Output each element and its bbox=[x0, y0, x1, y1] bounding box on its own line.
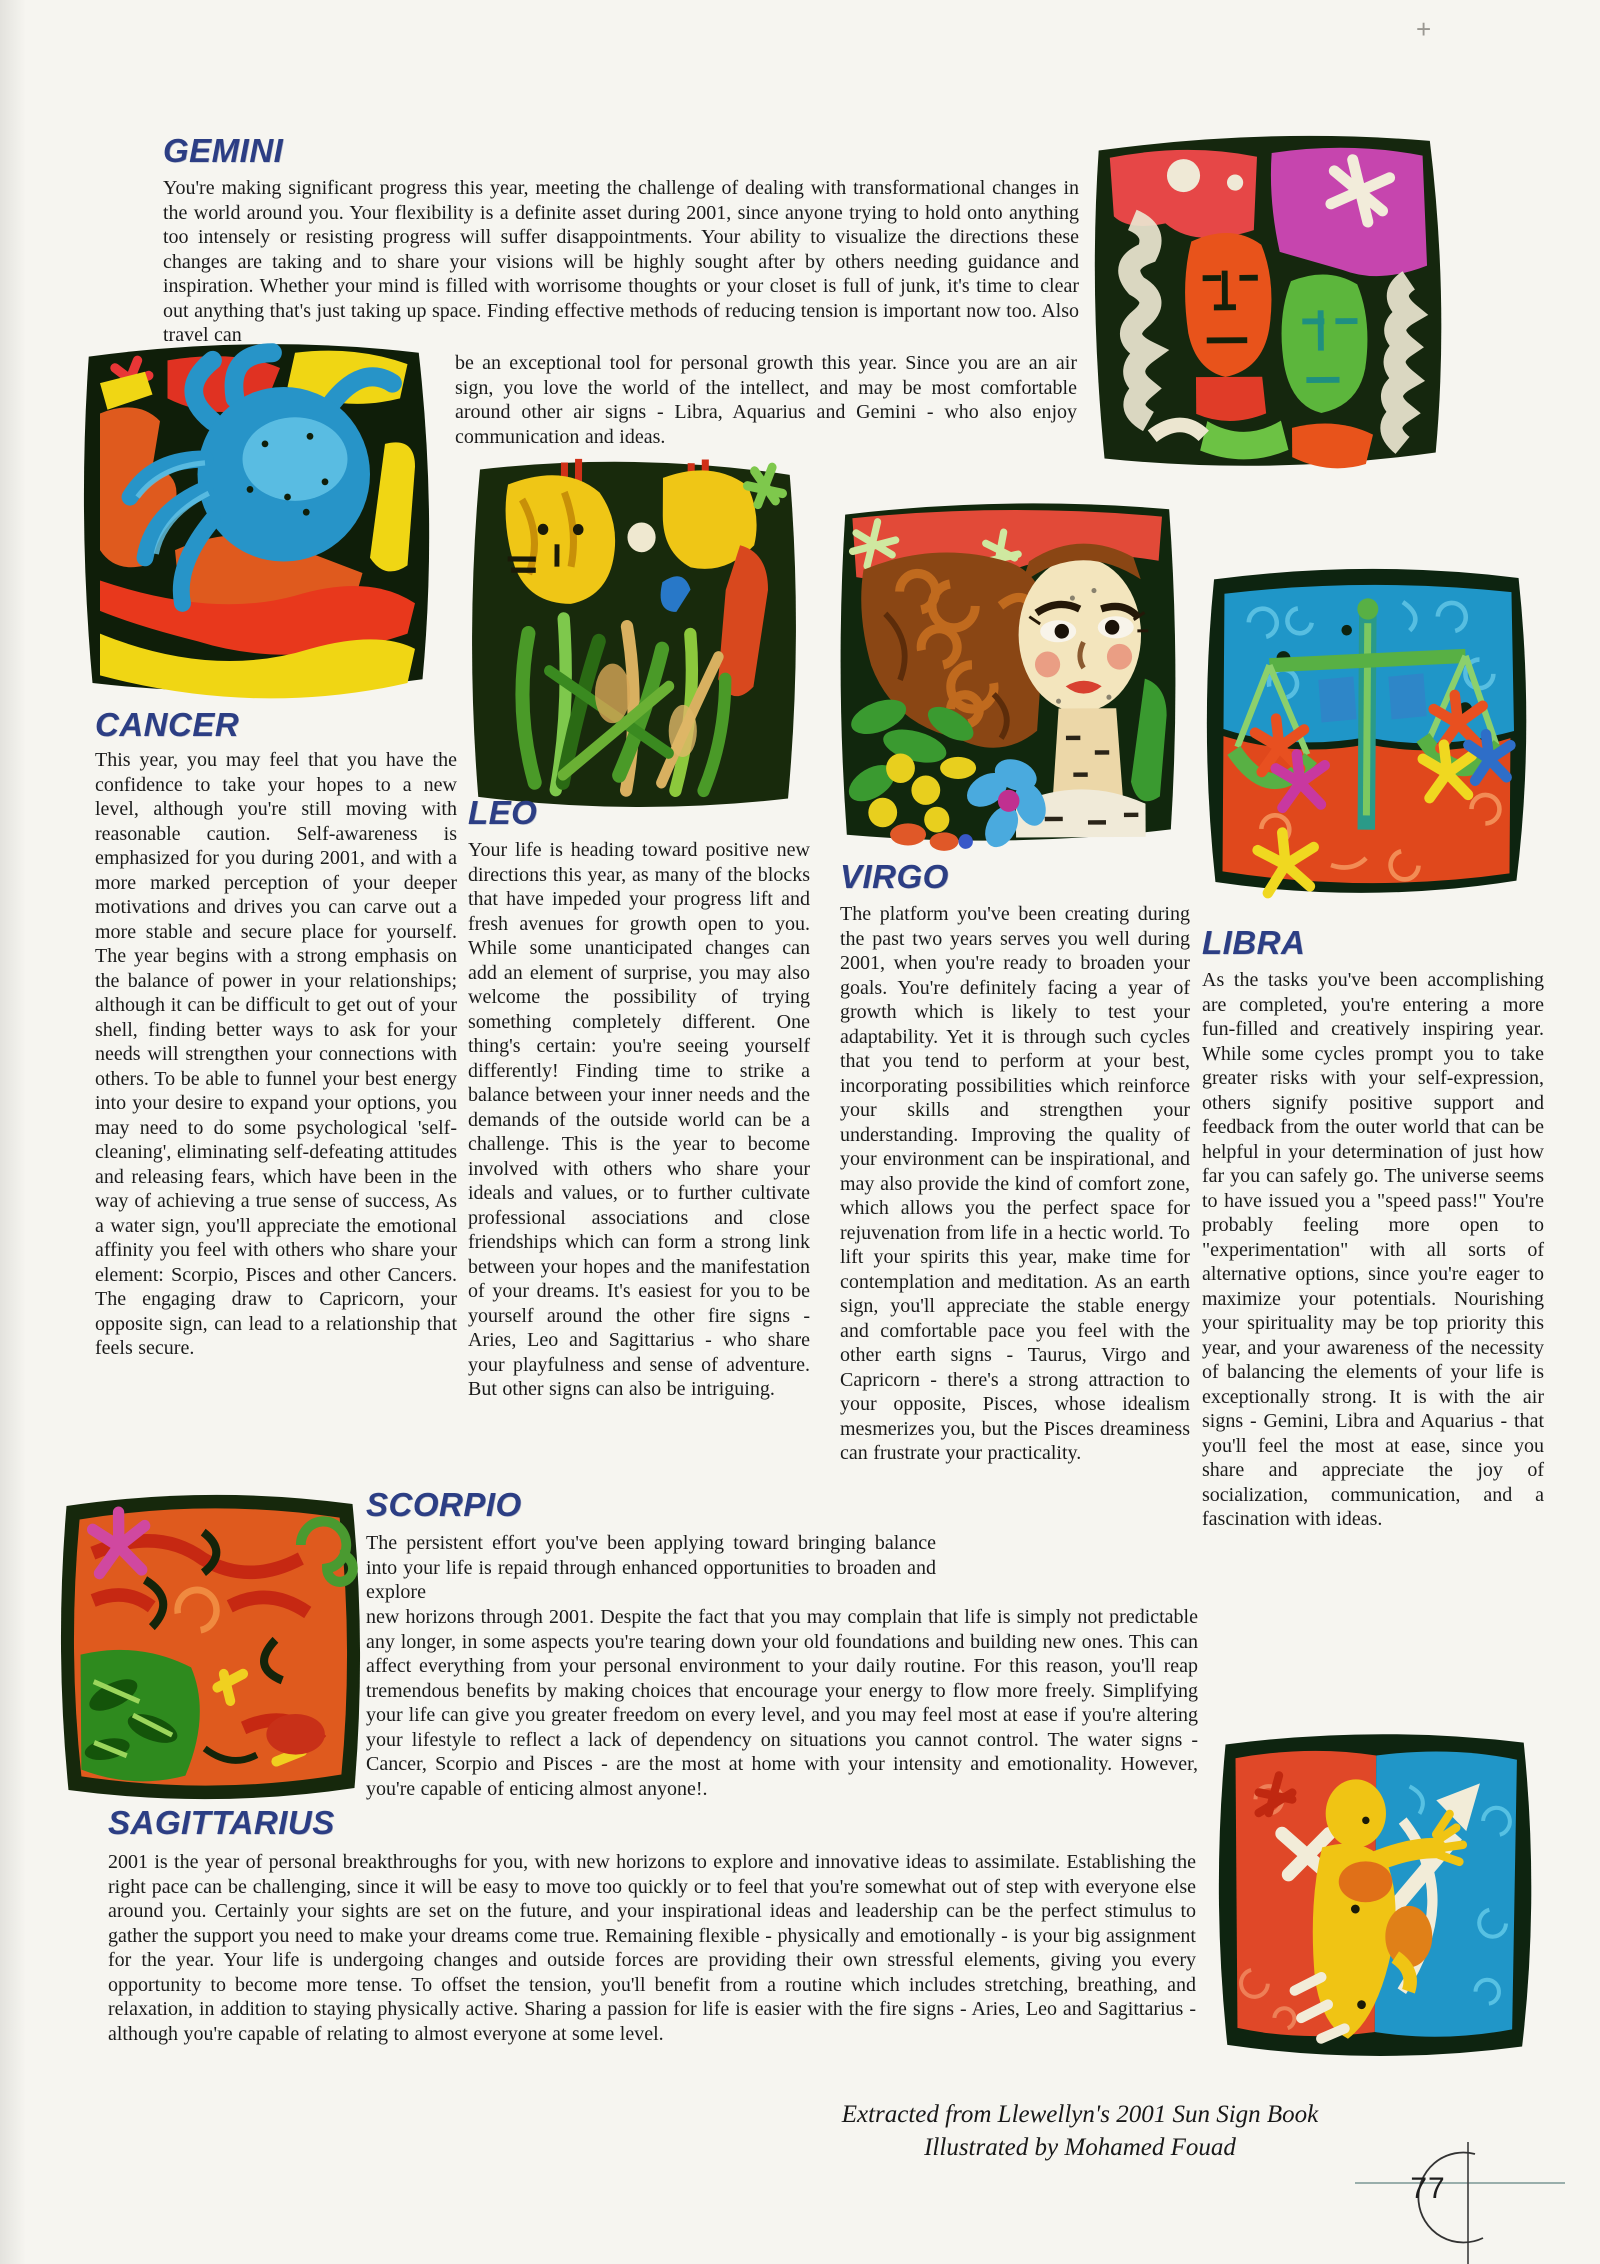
credit-illustrator: Illustrated by Mohamed Fouad bbox=[924, 2134, 1236, 2161]
scorpio-artwork bbox=[47, 1477, 374, 1817]
scorpio-text-2: new horizons through 2001. Despite the fact that you may complain that life is simply not predictable any longer, in some aspects you're tearing down your old foundations and building new ones. This can affect everything from your personal environment to your daily routine. For this reason, you'll reap tremendous benefits by making choices that encourage your energy to flow more freely. Simplifying your life can give you greater freedom on every level, and you may feel most at ease if you're altering your lifestyle to reflect a lack of dependency on situations you cannot control. The water signs - Cancer, Scorpio and Pisces - are the most at home with your intensity and emotionality. However, you're capable of enticing almost anyone!. bbox=[366, 1606, 1198, 1800]
registration-mark bbox=[1355, 2130, 1565, 2264]
virgo-heading: VIRGO bbox=[840, 858, 949, 895]
leo-artwork bbox=[457, 447, 811, 821]
crop-mark-top: + bbox=[1416, 14, 1432, 44]
sagittarius-text: 2001 is the year of personal breakthroughs for you, with new horizons to explore and innovative ideas to assimilate. Establishing the right pace can be challenging, since it will be easy to move too quickly or to feel that you're somewhat out of step with everyone else around you. Certainly your sights are set on the future, and your inspirational ideas and leadership can be the perfect stimulus to gather the support you need to make your dreams come true. Remaining flexible - physically and emotionally - is your big assignment for the year. Your life is undergoing changes and outside forces are providing their own stressful elements, giving you every opportunity to become more tense. To offset the tension, you'll benefit from a routine which includes stretching, breathing, and relaxation, in addition to staying physically active. Sharing a passion for life is easier with the fire signs - Aries, Leo and Sagittarius - although you're capable of relating to almost everyone at some level. bbox=[108, 1851, 1196, 2045]
archer-icon bbox=[1326, 1779, 1387, 1848]
sagittarius-heading: SAGITTARIUS bbox=[108, 1804, 335, 1841]
libra-heading: LIBRA bbox=[1202, 924, 1306, 961]
credit-block bbox=[830, 2098, 1330, 2164]
virgo-artwork bbox=[827, 487, 1189, 857]
sagittarius-artwork bbox=[1207, 1717, 1544, 2074]
gemini-heading: GEMINI bbox=[163, 132, 284, 169]
leo-text: Your life is heading toward positive new directions this year, as many of the blocks that have impeded your progress lift and fresh avenues for growth open to you. While some unanticipated changes can add an element of surprise, you may also welcome the possibility of trying something completely different. One thing's certain: you're seeing yourself differently! Finding time to strike a balance between your inner needs and the demands of the outside world can be a challenge. This is the year to become involved with others who share your ideals and values, or to further cultivate professional associations and close friendships which can form a strong link between your hopes and the manifestation of your dreams. It's easiest for you to be yourself around the other fire signs - Aries, Leo and Sagittarius - who share your playfulness and sense of adventure. But other signs can also be intriguing. bbox=[468, 839, 810, 1400]
scorpio-text-1: The persistent effort you've been applying toward bringing balance into your life is repaid through enhanced opportunities to broaden and explore bbox=[366, 1532, 936, 1603]
libra-artwork bbox=[1191, 551, 1543, 909]
credit-source: Extracted from Llewellyn's 2001 Sun Sign Book bbox=[841, 2101, 1319, 2128]
cancer-artwork bbox=[70, 330, 445, 702]
gemini-text-2: be an exceptional tool for personal growth this year. Since you are an air sign, you love the world of the intellect, and may be most comfortable around other air signs - Libra, Aquarius and Gemini - who also enjoy communication and ideas. bbox=[455, 352, 1077, 448]
virgo-text: The platform you've been creating during the past two years serves you well during 2001, when you're ready to broaden your goals. You're definitely facing a year of growth which is likely to test your adaptability. Yet it is through such cycles that you tend to perform at your best, incorporating possibilities which reinforce your skills and strengthen your understanding. Improving the quality of your environment can be inspirational, and may also provide the kind of comfort zone, which allows you the perfect space for rejuvenation from life in a hectic world. To lift your spirits this year, make time for contemplation and meditation. As an earth sign, you'll appreciate the stable energy and comfortable pace you feel with the other earth signs - Taurus, Virgo and Capricorn - there's a strong attraction to your opposite, Pisces, whose idealism mesmerizes you, but the Pisces dreaminess can frustrate your practicality. bbox=[840, 903, 1190, 1464]
cancer-text: This year, you may feel that you have the confidence to take your hopes to a new level, although you're still moving with reasonable caution. Self-awareness is emphasized for you during 2001, and with a more marked perception of your deeper motivations and drives you can carve out a more stable and secure place for yourself. The year begins with a strong emphasis on the balance of power in your relationships; although it can be difficult to get out of your shell, finding better ways to ask for your needs will strengthen your connections with others. To be able to funnel your best energy into your desire to expand your options, you may need to do some psychological 'self-cleaning', eliminating self-defeating attitudes and releasing fears, which have been in the way of achieving a true sense of success, As a water sign, you'll appreciate the emotional affinity you feel with others who share your element: Scorpio, Pisces and other Cancers. The engaging draw to Capricorn, your opposite sign, can lead to a relationship that feels secure. bbox=[95, 749, 457, 1359]
gemini-artwork bbox=[1084, 119, 1454, 474]
scorpio-heading: SCORPIO bbox=[366, 1486, 522, 1523]
libra-text: As the tasks you've been accomplishing are completed, you're entering a more fun-filled and creatively inspiring year. While some cycles prompt you to take greater risks with your self-expression, others signify positive support and feedback from the outer world that can be helpful in your determination of just how far you can safely go. The universe seems to have issued you a "speed pass!" You're probably feeling more open to "experimentation" with all sorts of alternative options, since you're eager to maximize your potentials. Nourishing your spirituality may be top priority this year, and your awareness of the necessity of balancing the elements of your life is exceptionally strong. It is with the air signs - Gemini, Libra and Aquarius - that you'll feel the most at ease, since you share and appreciate the joy of socialization, communication, and a fascination with ideas. bbox=[1202, 969, 1544, 1530]
page-number: 77 bbox=[1410, 2172, 1446, 2205]
cancer-heading: CANCER bbox=[95, 706, 240, 743]
leo-heading: LEO bbox=[468, 794, 538, 831]
gemini-text-1: You're making significant progress this year, meeting the challenge of dealing with transformational changes in the world around you. Your flexibility is a definite asset during 2001, since anyone trying to hold onto anything too intensely or resisting progress will suffer disappointments. Your ability to visualize the directions these changes are taking and to share your visions will be highly sought after by others needing guidance and inspiration. Whether your mind is filled with worrisome thoughts or your closet is full of junk, it's time to clear out anything that's just taking up space. Finding effective methods of reducing tension is important now too. Also travel can bbox=[163, 177, 1079, 346]
